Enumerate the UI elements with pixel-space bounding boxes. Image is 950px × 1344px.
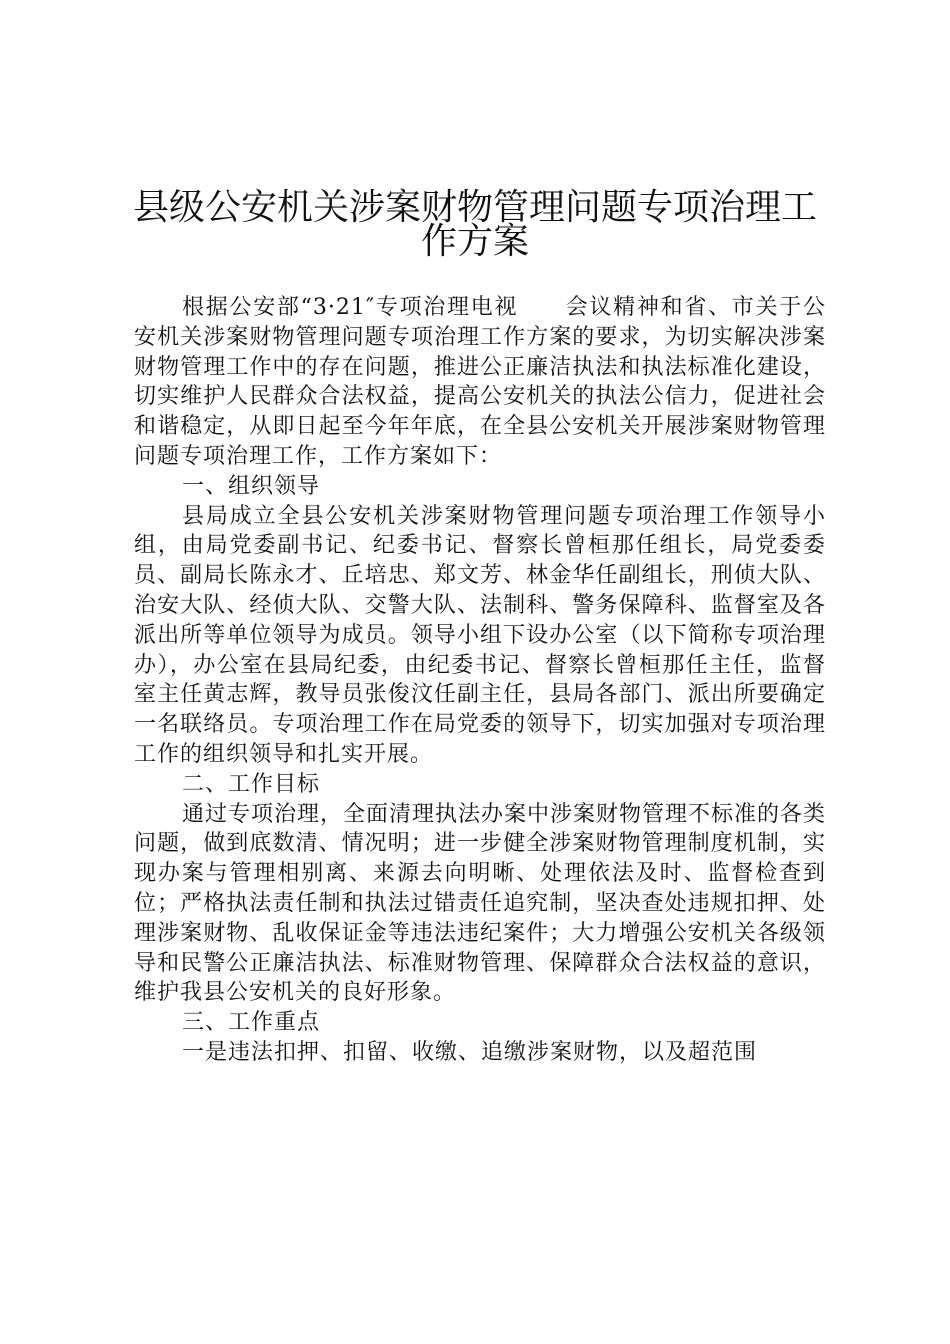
document-title-line-2: 作方案 (420, 221, 529, 262)
section-heading-goals: 二、工作目标 (182, 771, 321, 797)
document-body (134, 293, 826, 1068)
paragraph-organization: 县局成立全县公安机关涉案财物管理问题专项治理工作领导小组，由局党委副书记、纪委书记、督察长曾桓那任组长，局党委委员、副局长陈永才、丘培忠、郑文芳、林金华任副组长，刑侦大队、治安大队、经侦大队、交警大队、法制科、警务保障科、监督室及各派出所等单位领导为成员。领导小组下设办公室（以下简称专项治理办），办公室在县局纪委，由纪委书记、督察长曾桓那任主任，监督室主任黄志辉，教导员张俊汶任副主任，县局各部门、派出所要确定一名联络员。专项治理工作在局党委的领导下，切实加强对专项治理工作的组织领导和扎实开展。 (134, 503, 826, 767)
section-heading-focus: 三、工作重点 (182, 1010, 321, 1036)
section-heading-organization: 一、组织领导 (182, 473, 321, 499)
paragraph-intro: 根据公安部“3·21″专项治理电视 会议精神和省、市关于公安机关涉案财物管理问题专项治理工作方案的要求，为切实解决涉案财物管理工作中的存在问题，推进公正廉洁执法和执法标准化建设，切实维护人民群众合法权益，提高公安机关的执法公信力，促进社会和谐稳定，从即日起至今年年底，在全县公安机关开展涉案财物管理问题专项治理工作，工作方案如下： (134, 295, 826, 469)
paragraph-goals: 通过专项治理，全面清理执法办案中涉案财物管理不标准的各类问题，做到底数清、情况明；进一步健全涉案财物管理制度机制，实现办案与管理相别离、来源去向明晰、处理依法及时、监督检查到位；严格执法责任制和执法过错责任追究制，坚决查处违规扣押、处理涉案财物、乱收保证金等违法违纪案件；大力增强公安机关各级领导和民警公正廉洁执法、标准财物管理、保障群众合法权益的意识，维护我县公安机关的良好形象。 (134, 801, 827, 1006)
paragraph-focus: 一是违法扣押、扣留、收缴、追缴涉案财物，以及超范围 (182, 1039, 758, 1065)
document-title-line-1: 县级公安机关涉案财物管理问题专项治理工 (132, 187, 817, 228)
